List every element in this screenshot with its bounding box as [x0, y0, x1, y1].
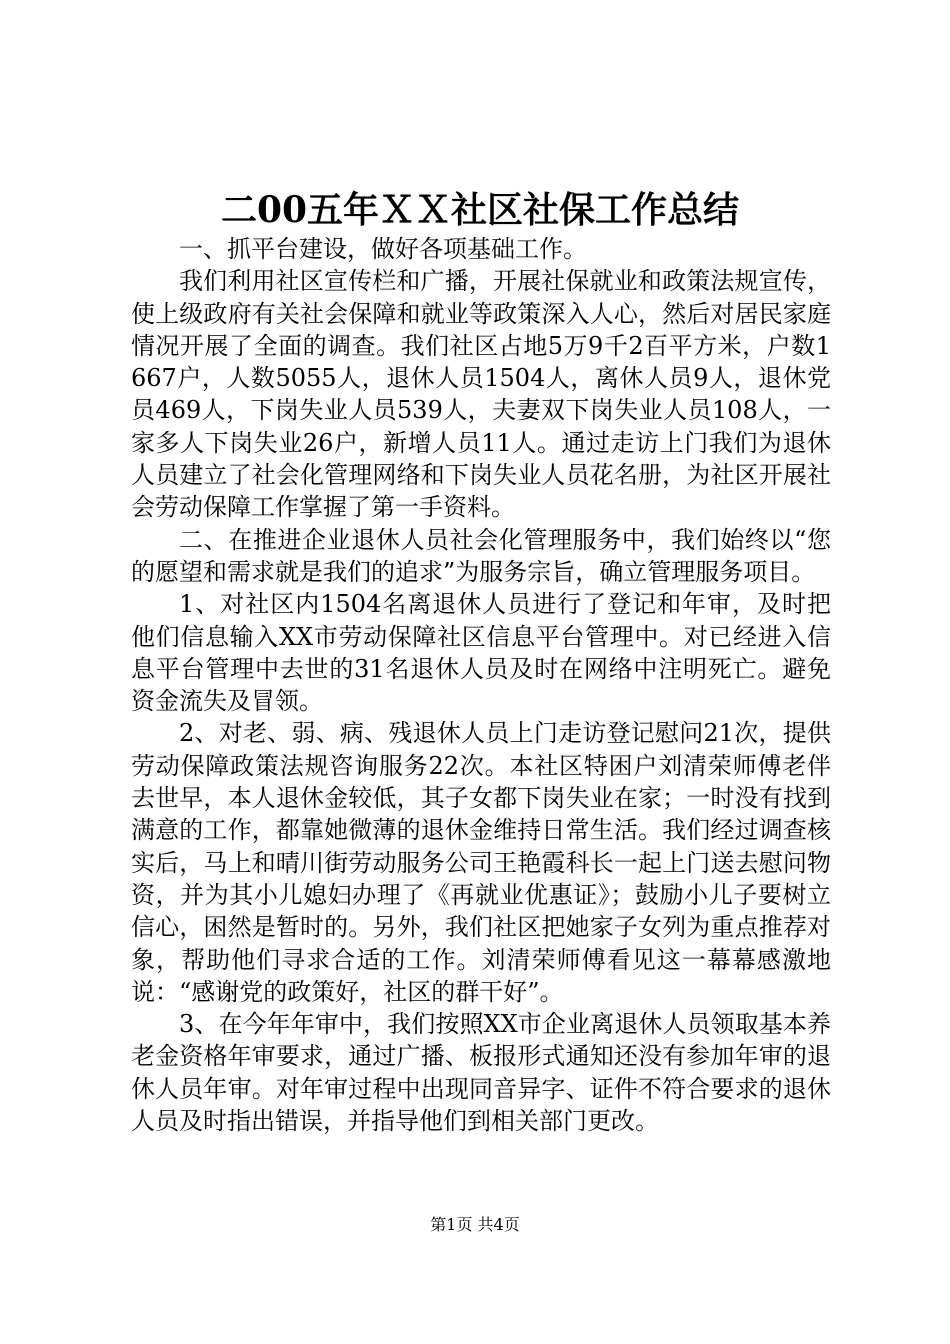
paragraph: 我们利用社区宣传栏和广播，开展社保就业和政策法规宣传，使上级政府有关社会保障和就业等政策深入人心，然后对居民家庭情况开展了全面的调查。我们社区占地5万9千2百平方米，户数1667户，人数5055人，退休人员1504人，离休人员9人，退休党员469人，下岗失业人员539人，夫妻双下岗失业人员108人，一家多人下岗失业26户，新增人员11人。通过走访上门我们为退休人员建立了社会化管理网络和下岗失业人员花名册，为社区开展社会劳动保障工作掌握了第一手资料。: [131, 267, 831, 522]
page-footer: 第1页 共4页: [430, 1215, 520, 1234]
document-body: [131, 233, 831, 1137]
paragraph-item-1: 1、对社区内1504名离退休人员进行了登记和年审，及时把他们信息输入XX市劳动保障社区信息平台管理中。对已经进入信息平台管理中去世的31名退休人员及时在网络中注明死亡。避免资金流失及冒领。: [131, 590, 831, 716]
document-title: 二00五年ＸＸ社区社保工作总结: [220, 189, 740, 231]
paragraph-item-2: 2、对老、弱、病、残退休人员上门走访登记慰问21次，提供劳动保障政策法规咨询服务22次。本社区特困户刘清荣师傅老伴去世早，本人退休金较低，其子女都下岗失业在家；一时没有找到满意的工作，都靠她微薄的退休金维持日常生活。我们经过调查核实后，马上和晴川街劳动服务公司王艳霞科长一起上门送去慰问物资，并为其小儿媳妇办理了《再就业优惠证》；鼓励小儿子要树立信心，困然是暂时的。另外，我们社区把她家子女列为重点推荐对象，帮助他们寻求合适的工作。刘清荣师傅看见这一幕幕感激地说：“感谢党的政策好，社区的群干好”。: [131, 719, 831, 1006]
section-heading-1: 一、抓平台建设，做好各项基础工作。: [179, 235, 587, 263]
section-heading-2: 二、在推进企业退休人员社会化管理服务中，我们始终以“您的愿望和需求就是我们的追求”为服务宗旨，确立管理服务项目。: [131, 525, 831, 586]
paragraph-item-3: 3、在今年年审中，我们按照XX市企业离退休人员领取基本养老金资格年审要求，通过广播、板报形式通知还没有参加年审的退休人员年审。对年审过程中出现同音异字、证件不符合要求的退休人员及时指出错误，并指导他们到相关部门更改。: [131, 1010, 831, 1136]
